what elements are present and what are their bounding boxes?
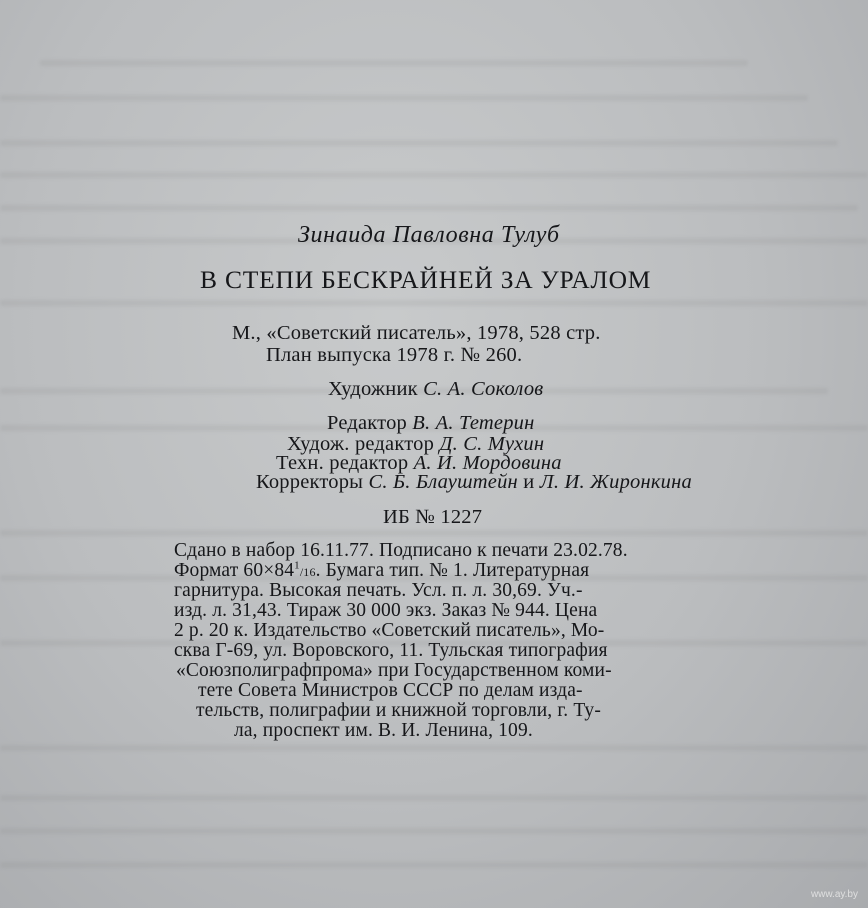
proofreader-name-2: Л. И. Жиронкина — [539, 471, 692, 493]
imprint-line-2 — [174, 560, 589, 582]
show-through-line — [0, 530, 868, 536]
show-through-line — [0, 795, 868, 801]
show-through-line — [0, 300, 868, 306]
imprint-line-7: «Союзполиграфпрома» при Государственном коми- — [176, 660, 612, 681]
art-editor-name: Д. С. Мухин — [439, 433, 545, 455]
imprint-line-6: сква Г-69, ул. Воровского, 11. Тульская типография — [174, 640, 608, 661]
tech-editor-label: Техн. редактор — [276, 452, 409, 474]
release-plan: План выпуска 1978 г. № 260. — [266, 344, 523, 366]
tech-editor-name: А. И. Мордовина — [413, 452, 562, 474]
imprint-line-8: тете Совета Министров СССР по делам изда- — [198, 680, 583, 701]
imprint-line-2-rest: . Бумага тип. № 1. Литературная — [315, 560, 590, 581]
imprint-line-3: гарнитура. Высокая печать. Усл. п. л. 30,69. Уч.- — [174, 580, 583, 601]
book-title: В СТЕПИ БЕСКРАЙНЕЙ ЗА УРАЛОМ — [200, 265, 652, 294]
ib-number: ИБ № 1227 — [383, 506, 483, 528]
show-through-line — [0, 205, 858, 211]
show-through-line — [40, 60, 748, 66]
proofreaders-label: Корректоры — [256, 471, 364, 493]
proofreader-name-1: С. Б. Блауштейн — [368, 471, 518, 493]
artist-credit — [328, 378, 543, 401]
show-through-line — [0, 172, 868, 178]
imprint-line-5: 2 р. 20 к. Издательство «Советский писатель», Мо- — [174, 620, 605, 641]
publication-info: М., «Советский писатель», 1978, 528 стр. — [232, 322, 601, 344]
imprint-line-10: ла, проспект им. В. И. Ленина, 109. — [234, 720, 533, 741]
imprint-line-4: изд. л. 31,43. Тираж 30 000 экз. Заказ № 944. Цена — [174, 600, 598, 621]
author-name: Зинаида Павловна Тулуб — [298, 222, 560, 248]
proofreaders-conjunction: и — [523, 471, 535, 493]
editor-label: Редактор — [327, 412, 407, 434]
imprint-format: Формат 60×84 — [174, 560, 295, 581]
watermark: www.ay.by — [810, 889, 858, 900]
art-editor-label: Худож. редактор — [287, 433, 435, 455]
artist-name: С. А. Соколов — [423, 378, 544, 400]
editor-credit — [327, 412, 535, 435]
imprint-line-9: тельств, полиграфии и книжной торговли, г. Ту- — [196, 700, 601, 721]
imprint-line-1: Сдано в набор 16.11.77. Подписано к печати 23.02.78. — [174, 540, 628, 561]
show-through-line — [0, 745, 868, 751]
artist-label: Художник — [328, 378, 418, 400]
imprint-format-sub: /16 — [299, 565, 316, 579]
imprint-format-sup: 1 — [294, 559, 300, 572]
show-through-line — [0, 140, 838, 146]
show-through-line — [0, 862, 868, 868]
proofreaders-credit — [256, 471, 692, 494]
show-through-line — [0, 95, 808, 101]
show-through-line — [0, 828, 868, 834]
editor-name: В. А. Тетерин — [412, 412, 535, 434]
